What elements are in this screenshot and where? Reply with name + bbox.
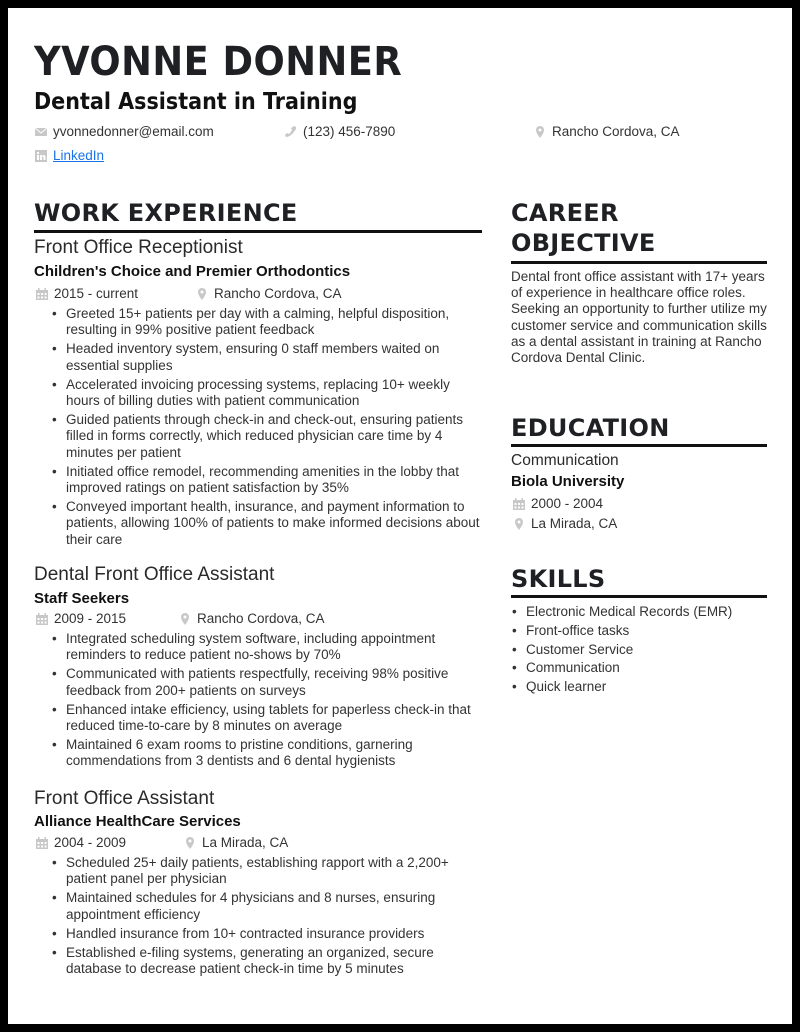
job-meta (36, 835, 288, 851)
skill-item: • Front-office tasks (526, 623, 776, 639)
bullet-item: • Maintained schedules for 4 physicians and 8 nurses, ensuring appointment efficiency (66, 890, 486, 922)
bullet-item: • Scheduled 25+ daily patients, establishing rapport with a 2,200+ patient panel per physician (66, 855, 486, 887)
job-bullets (66, 631, 486, 773)
section-heading-career-objective (511, 198, 656, 258)
bullet-item: • Headed inventory system, ensuring 0 staff members waited on essential supplies (66, 341, 486, 373)
phone-icon (285, 126, 297, 138)
job-title: Dental Front Office Assistant (34, 564, 275, 585)
map-pin-icon (184, 837, 196, 849)
calendar-icon (36, 613, 48, 625)
skill-item: • Customer Service (526, 642, 776, 658)
bullet-item: • Accelerated invoicing processing systems, replacing 10+ weekly hours of billing duties with patient communication (66, 377, 486, 409)
heading-line: CAREER (511, 199, 619, 227)
contact-phone (285, 124, 395, 140)
phone-text: (123) 456-7890 (303, 124, 396, 139)
heading-line: OBJECTIVE (511, 229, 656, 257)
company-name: Staff Seekers (34, 590, 130, 607)
section-divider (511, 261, 767, 264)
company-name: Children's Choice and Premier Orthodontics (34, 263, 351, 280)
job-title: Front Office Assistant (34, 788, 215, 809)
job-bullets (66, 306, 486, 551)
resume-page (8, 8, 792, 1024)
bullet-item: • Maintained 6 exam rooms to pristine conditions, garnering commendations from 3 dentists and 6 dental hygienists (66, 737, 486, 769)
bullet-item: • Greeted 15+ patients per day with a calming, helpful disposition, resulting in 99% positive patient feedback (66, 306, 486, 338)
job-meta (36, 611, 325, 627)
section-divider (511, 595, 767, 598)
calendar-icon (36, 288, 48, 300)
map-pin-icon (179, 613, 191, 625)
skill-item: • Communication (526, 660, 776, 676)
education-location (513, 516, 617, 532)
skill-item: • Electronic Medical Records (EMR) (526, 604, 776, 620)
job-meta (36, 286, 342, 302)
section-heading-work-experience: WORK EXPERIENCE (34, 199, 298, 227)
section-divider (511, 444, 767, 447)
contact-location (534, 124, 680, 140)
section-divider (34, 230, 482, 233)
calendar-icon (36, 837, 48, 849)
bullet-item: • Initiated office remodel, recommending amenities in the lobby that improved ratings on patient satisfaction by 35% (66, 464, 486, 496)
bullet-item: • Established e-filing systems, generating an organized, secure database to decrease patient check-in time by 5 minutes (66, 945, 486, 977)
job-dates: 2009 - 2015 (54, 611, 127, 626)
school-name: Biola University (511, 473, 625, 490)
map-pin-icon (513, 518, 525, 530)
candidate-name: YVONNE DONNER (34, 39, 403, 85)
calendar-icon (513, 498, 525, 510)
job-title: Front Office Receptionist (34, 237, 243, 258)
job-location: Rancho Cordova, CA (214, 286, 342, 301)
degree: Communication (511, 452, 619, 469)
location-text: Rancho Cordova, CA (552, 124, 680, 139)
section-heading-skills: SKILLS (511, 565, 606, 593)
company-name: Alliance HealthCare Services (34, 813, 241, 830)
job-location: La Mirada, CA (202, 835, 289, 850)
bullet-item: • Handled insurance from 10+ contracted insurance providers (66, 926, 486, 942)
linkedin-link[interactable]: LinkedIn (53, 148, 105, 163)
map-pin-icon (196, 288, 208, 300)
education-dates (513, 496, 603, 512)
bullet-item: • Conveyed important health, insurance, and payment information to patients, allowing 100% of patients to make informed decisions about their care (66, 499, 486, 548)
job-location: Rancho Cordova, CA (197, 611, 325, 626)
email-text: yvonnedonner@email.com (53, 124, 214, 139)
section-heading-education: EDUCATION (511, 414, 670, 442)
skill-item: • Quick learner (526, 679, 776, 695)
bullet-item: • Guided patients through check-in and check-out, ensuring patients filled in forms correctly, which reduced physician care time by 4 minutes per patient (66, 412, 486, 461)
bullet-item: • Integrated scheduling system software, including appointment reminders to reduce patient no-shows by 70% (66, 631, 486, 663)
contact-email (35, 124, 214, 140)
bullet-item: • Enhanced intake efficiency, using tablets for paperless check-in that reduced time-to-care by 8 minutes on average (66, 702, 486, 734)
job-dates: 2004 - 2009 (54, 835, 127, 850)
map-pin-icon (534, 126, 546, 138)
education-location-text: La Mirada, CA (531, 516, 618, 531)
skills-list (526, 604, 776, 698)
bullet-item: • Communicated with patients respectfully, receiving 98% positive feedback from 200+ patients on surveys (66, 666, 486, 698)
envelope-icon (35, 126, 47, 138)
job-dates: 2015 - current (54, 286, 139, 301)
candidate-title: Dental Assistant in Training (34, 89, 358, 115)
job-bullets (66, 855, 486, 980)
objective-text: Dental front office assistant with 17+ years of experience in healthcare office roles. Seeking an opportunity to further utilize my customer service and communication skills as a dental assistant in training at Rancho Cordova Dental Clinic. (511, 269, 767, 366)
linkedin-icon (35, 150, 47, 162)
education-dates-text: 2000 - 2004 (531, 496, 604, 511)
contact-linkedin (35, 148, 104, 164)
